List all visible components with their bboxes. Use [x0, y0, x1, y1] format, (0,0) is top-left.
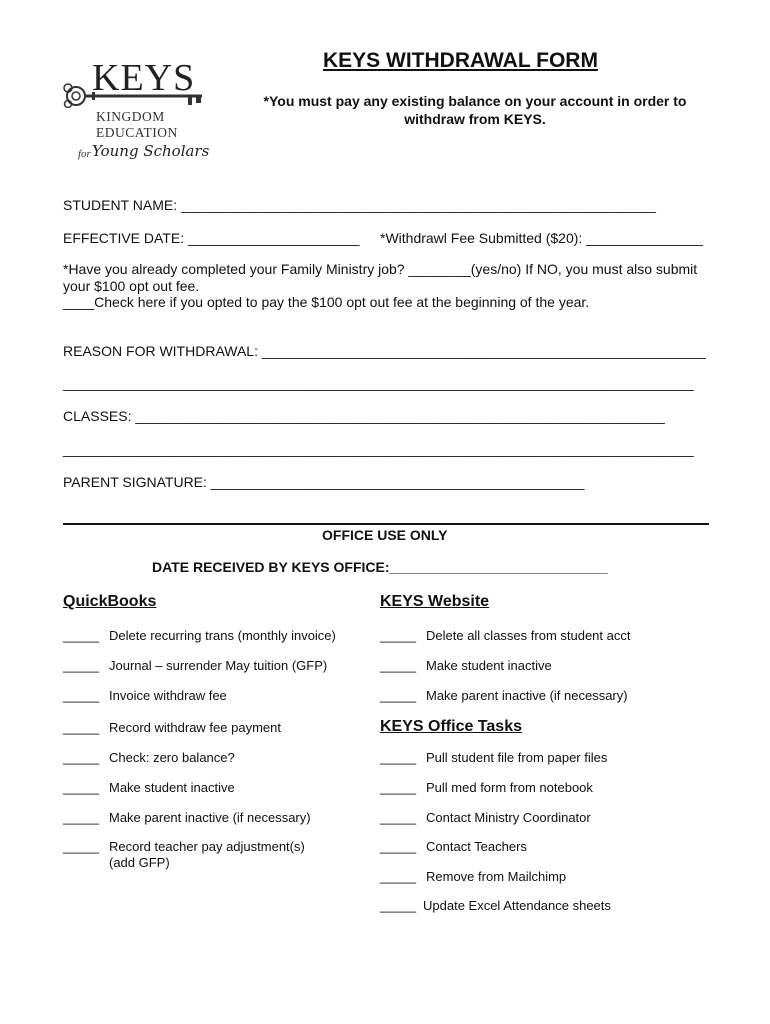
task-label: Contact Ministry Coordinator — [426, 810, 591, 825]
task-blank[interactable]: _____ — [380, 628, 417, 643]
task-item[interactable] — [380, 810, 591, 825]
task-item[interactable] — [63, 720, 281, 735]
task-item[interactable] — [63, 839, 305, 854]
task-blank[interactable]: _____ — [63, 810, 100, 825]
effective-date-field[interactable]: EFFECTIVE DATE: ______________________ — [63, 230, 360, 246]
task-label: Journal – surrender May tuition (GFP) — [109, 658, 328, 673]
task-item[interactable] — [63, 780, 235, 795]
task-label: Delete all classes from student acct — [426, 628, 631, 643]
task-label: Check: zero balance? — [109, 750, 235, 765]
task-item[interactable] — [63, 628, 336, 643]
logo-wordmark: KEYS — [92, 57, 196, 99]
task-label: Delete recurring trans (monthly invoice) — [109, 628, 336, 643]
task-blank[interactable]: _____ — [380, 780, 417, 795]
logo-for: for — [78, 148, 91, 160]
task-blank[interactable]: _____ — [380, 810, 417, 825]
task-blank[interactable]: _____ — [380, 688, 417, 703]
withdrawal-fee-field[interactable]: *Withdrawl Fee Submitted ($20): _______________ — [380, 230, 703, 246]
website-heading: KEYS Website — [380, 593, 490, 610]
task-item[interactable] — [380, 839, 527, 854]
task-label: Update Excel Attendance sheets — [423, 898, 611, 913]
task-item[interactable] — [380, 869, 566, 884]
quickbooks-heading: QuickBooks — [63, 593, 157, 610]
student-name-field[interactable]: STUDENT NAME: _____________________________________________________________ — [63, 197, 656, 213]
task-label: Pull student file from paper files — [426, 750, 608, 765]
task-label: Make student inactive — [426, 658, 552, 673]
office-use-heading: OFFICE USE ONLY — [322, 527, 448, 543]
logo-education: EDUCATION — [96, 125, 178, 140]
task-label: Contact Teachers — [426, 839, 527, 854]
task-blank[interactable]: _____ — [63, 720, 100, 735]
task-label: Invoice withdraw fee — [109, 688, 227, 703]
task-blank[interactable]: _____ — [63, 688, 100, 703]
task-label: Record teacher pay adjustment(s) — [109, 839, 305, 854]
task-item[interactable] — [380, 750, 607, 765]
task-blank[interactable]: _____ — [63, 628, 100, 643]
task-blank[interactable]: _____ — [380, 839, 417, 854]
task-item[interactable] — [380, 628, 630, 643]
classes-field[interactable]: CLASSES: ____________________________________________________________________ — [63, 408, 665, 424]
logo-kingdom: KINGDOM — [96, 109, 165, 124]
task-label: Make parent inactive (if necessary) — [109, 810, 311, 825]
task-item[interactable] — [63, 658, 327, 673]
task-item[interactable] — [380, 780, 593, 795]
opt-out-checkbox-line[interactable]: ____Check here if you opted to pay the $100 opt out fee at the beginning of the year. — [63, 294, 590, 310]
task-blank[interactable]: _____ — [63, 780, 100, 795]
task-label-continued: (add GFP) — [109, 855, 170, 870]
task-blank[interactable]: _____ — [63, 750, 100, 765]
form-title: KEYS WITHDRAWAL FORM — [323, 49, 598, 72]
task-blank[interactable]: _____ — [380, 869, 417, 884]
task-blank[interactable]: _____ — [63, 839, 100, 854]
task-blank[interactable]: _____ — [63, 658, 100, 673]
task-blank[interactable]: _____ — [380, 898, 417, 913]
task-item[interactable] — [63, 750, 235, 765]
task-item[interactable] — [380, 898, 611, 913]
family-ministry-question[interactable]: *Have you already completed your Family Ministry job? ________(yes/no) If NO, you must also submit your $100 opt out fee. — [63, 261, 698, 294]
task-item[interactable] — [63, 688, 227, 703]
balance-notice: *You must pay any existing balance on your account in order to withdraw from KEYS. — [263, 93, 687, 127]
date-received-label[interactable] — [152, 559, 608, 575]
date-received-blank[interactable]: ____________________________ — [389, 559, 608, 575]
reason-field[interactable]: REASON FOR WITHDRAWAL: _________________________________________________________ — [63, 343, 706, 359]
keys-logo — [62, 54, 212, 166]
task-label: Make student inactive — [109, 780, 235, 795]
task-label: Remove from Mailchimp — [426, 869, 567, 884]
parent-signature-field[interactable]: PARENT SIGNATURE: ________________________________________________ — [63, 474, 585, 490]
office-divider — [63, 523, 709, 525]
reason-field-line2[interactable]: _________________________________________________________________________________ — [63, 375, 694, 391]
task-item[interactable] — [380, 688, 628, 703]
task-item[interactable] — [63, 810, 311, 825]
classes-field-line2[interactable]: _________________________________________________________________________________ — [63, 441, 694, 457]
task-blank[interactable]: _____ — [380, 658, 417, 673]
task-blank[interactable]: _____ — [380, 750, 417, 765]
logo-young-scholars: Young Scholars — [92, 142, 210, 160]
task-label: Pull med form from notebook — [426, 780, 593, 795]
task-item[interactable] — [380, 658, 552, 673]
date-received-text: DATE RECEIVED BY KEYS OFFICE: — [152, 559, 390, 575]
task-label: Record withdraw fee payment — [109, 720, 281, 735]
office-tasks-heading: KEYS Office Tasks — [380, 718, 522, 735]
task-label: Make parent inactive (if necessary) — [426, 688, 628, 703]
